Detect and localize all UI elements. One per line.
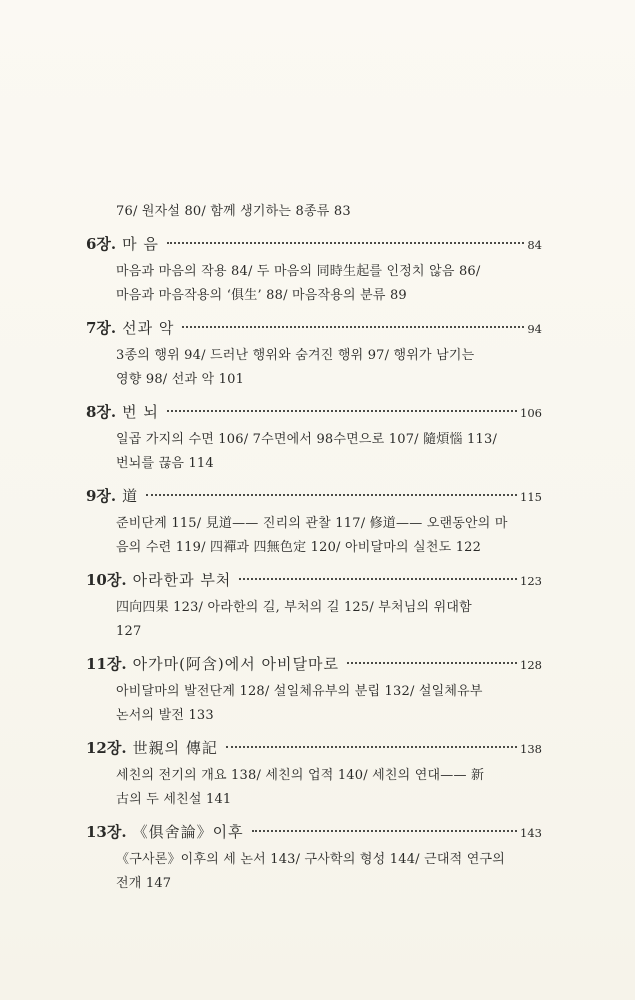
chapter-summary-line: 음의 수련 119/ 四禪과 四無色定 120/ 아비달마의 실천도 122: [116, 540, 482, 555]
chapter-9: [86, 480, 542, 560]
chapter-7: [86, 312, 542, 392]
chapter-page-number: 84: [527, 238, 542, 252]
chapter-page-number: 138: [520, 742, 542, 756]
chapter-heading: [86, 564, 542, 596]
chapter-heading: [86, 648, 542, 680]
chapter-summary-line: 《구사론》이후의 세 논서 143/ 구사학의 형성 144/ 근대적 연구의: [116, 852, 505, 867]
chapter-heading: [86, 732, 542, 764]
chapter-heading: [86, 312, 542, 344]
chapter-13: [86, 816, 542, 896]
chapter-title: 아라한과 부처: [132, 571, 232, 589]
chapter-number: 12장.: [86, 739, 127, 757]
chapter-heading: [86, 396, 542, 428]
chapter-page-number: 106: [520, 406, 542, 420]
chapter-heading: [86, 228, 542, 260]
dot-leader: [182, 326, 524, 328]
dot-leader: [167, 410, 517, 412]
chapter-summary-line: 마음과 마음작용의 ‘俱生’ 88/ 마음작용의 분류 89: [116, 288, 407, 303]
chapter-page-number: 115: [520, 490, 542, 504]
chapter-summary-line: 일곱 가지의 수면 106/ 7수면에서 98수면으로 107/ 隨煩惱 113/: [116, 432, 498, 447]
chapter-summary-line: 논서의 발전 133: [116, 708, 214, 723]
chapter-12: [86, 732, 542, 812]
chapter-page-number: 94: [527, 322, 542, 336]
chapter-page-number: 143: [520, 826, 542, 840]
chapter-number: 10장.: [86, 571, 127, 589]
chapter-summary-line: 전개 147: [116, 876, 172, 891]
chapter-6: [86, 228, 542, 308]
chapter-summary-line: 번뇌를 끊음 114: [116, 456, 214, 471]
chapter-summary-line: 마음과 마음의 작용 84/ 두 마음의 同時生起를 인정치 않음 86/: [116, 264, 481, 279]
chapter-summary-line: 영향 98/ 선과 악 101: [116, 372, 245, 387]
chapter-summary-line: 127: [116, 624, 142, 639]
chapter-number: 9장.: [86, 487, 117, 505]
dot-leader: [146, 494, 517, 496]
dot-leader: [252, 830, 517, 832]
dot-leader: [167, 242, 524, 244]
chapter-title: 《俱舍論》이후: [132, 823, 244, 841]
chapter-summary-line: 세친의 전기의 개요 138/ 세친의 업적 140/ 세친의 연대—— 新: [116, 768, 485, 783]
chapter-number: 7장.: [86, 319, 117, 337]
chapter-summary-line: 준비단계 115/ 見道—— 진리의 관찰 117/ 修道—— 오랜동안의 마: [116, 516, 508, 531]
dot-leader: [226, 746, 517, 748]
chapter-number: 11장.: [86, 655, 127, 673]
chapter-page-number: 123: [520, 574, 542, 588]
table-of-contents: [86, 200, 542, 896]
chapter-summary-line: 3종의 행위 94/ 드러난 행위와 숨겨진 행위 97/ 행위가 남기는: [116, 348, 475, 363]
chapter-11: [86, 648, 542, 728]
chapter-title: 道: [122, 487, 139, 505]
chapter-heading: [86, 480, 542, 512]
chapter-summary-line: 古의 두 세친설 141: [116, 792, 232, 807]
dot-leader: [347, 662, 517, 664]
chapter-title: 世親의 傳記: [132, 739, 218, 757]
chapter-summary-line: 四向四果 123/ 아라한의 길, 부처의 길 125/ 부처님의 위대함: [116, 600, 472, 615]
chapter-heading: [86, 816, 542, 848]
chapter-number: 8장.: [86, 403, 117, 421]
chapter-title: 아가마(阿含)에서 아비달마로: [132, 655, 339, 673]
intro-line: 76/ 원자설 80/ 함께 생기하는 8종류 83: [116, 204, 351, 219]
chapter-summary-line: 아비달마의 발전단계 128/ 설일체유부의 분립 132/ 설일체유부: [116, 684, 483, 699]
chapter-number: 6장.: [86, 235, 117, 253]
chapter-title: 마 음: [122, 235, 159, 253]
chapter-title: 번 뇌: [122, 403, 159, 421]
chapter-number: 13장.: [86, 823, 127, 841]
chapter-8: [86, 396, 542, 476]
chapter-page-number: 128: [520, 658, 542, 672]
chapter-title: 선과 악: [122, 319, 175, 337]
chapter-10: [86, 564, 542, 644]
dot-leader: [239, 578, 517, 580]
